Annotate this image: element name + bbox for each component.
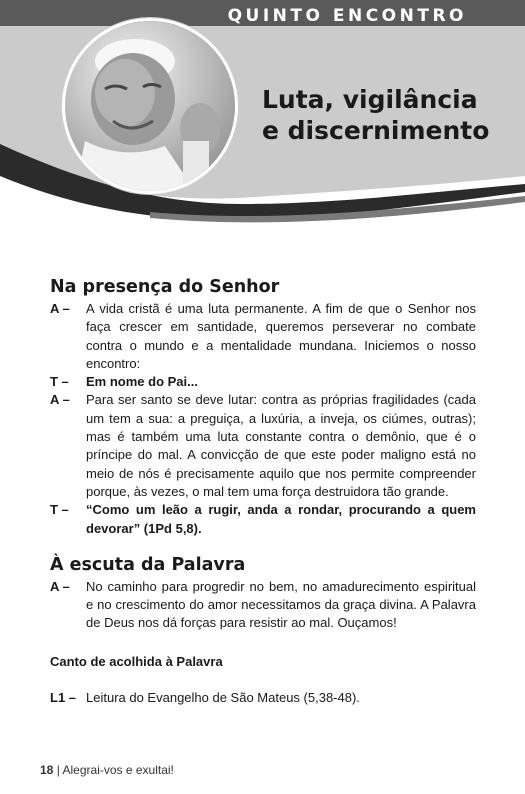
- speaker-label: L1 –: [50, 689, 77, 705]
- dialogue-paragraph: [50, 391, 476, 501]
- paragraph-text: Em nome do Pai...: [86, 374, 198, 390]
- paragraph-text: Para ser santo se deve lutar: contra as próprias fragilidades (cada um tem a sua: a preguiça, a luxúria, a inveja, os ciúmes, outras); mas é também uma luta constante contra o demônio, que é o príncipe do mal. A convicção de que este poder maligno está no meio de nós é precisamente aquilo que nos permite compreender porque, às vezes, o mal tem uma força destruidora tão grande.: [86, 392, 476, 499]
- reading-text: Leitura do Evangelho de São Mateus (5,38-48).: [86, 689, 360, 705]
- speaker-label: A –: [50, 578, 70, 594]
- pope-portrait: [62, 18, 238, 194]
- book-title: Alegrai-vos e exultai!: [62, 763, 174, 777]
- speaker-label: T –: [50, 374, 69, 390]
- speaker-label: T –: [50, 502, 69, 518]
- paragraph-text: No caminho para progredir no bem, no amadurecimento espiritual e no crescimento do amor necessitamos da graça divina. A Palavra de Deus nos dá forças para resistir ao mal. Ouçamos!: [86, 578, 476, 631]
- footer-separator: |: [56, 763, 60, 777]
- speaker-label: A –: [50, 392, 70, 408]
- song-heading: Canto de acolhida à Palavra: [50, 653, 223, 669]
- dialogue-paragraph: [50, 373, 476, 391]
- main-content: [50, 276, 476, 707]
- paragraph-text: A vida cristã é uma luta permanente. A fim de que o Senhor nos faça crescer em santidade, queremos perseverar no combate contra o mundo e a mentalidade mundana. Iniciemos o nosso encontro:: [86, 301, 476, 371]
- title-line-2: e discernimento: [262, 116, 490, 145]
- section-heading: À escuta da Palavra: [50, 554, 246, 575]
- title-line-1: Luta, vigilância: [262, 85, 478, 114]
- portrait-image: [65, 21, 235, 191]
- speaker-label: A –: [50, 301, 70, 316]
- dialogue-paragraph: [50, 501, 476, 538]
- reading-paragraph: [50, 689, 476, 707]
- page-number: 18: [40, 763, 54, 777]
- dialogue-paragraph: [50, 300, 476, 373]
- paragraph-text: “Como um leão a rugir, anda a rondar, procurando a quem devorar” (1Pd 5,8).: [86, 502, 476, 536]
- page-footer: [40, 763, 174, 777]
- section-heading: Na presença do Senhor: [50, 277, 280, 297]
- encounter-label: QUINTO ENCONTRO: [227, 6, 467, 26]
- section-gap: [50, 538, 476, 554]
- page-title: [262, 84, 512, 146]
- dialogue-paragraph: [50, 578, 476, 633]
